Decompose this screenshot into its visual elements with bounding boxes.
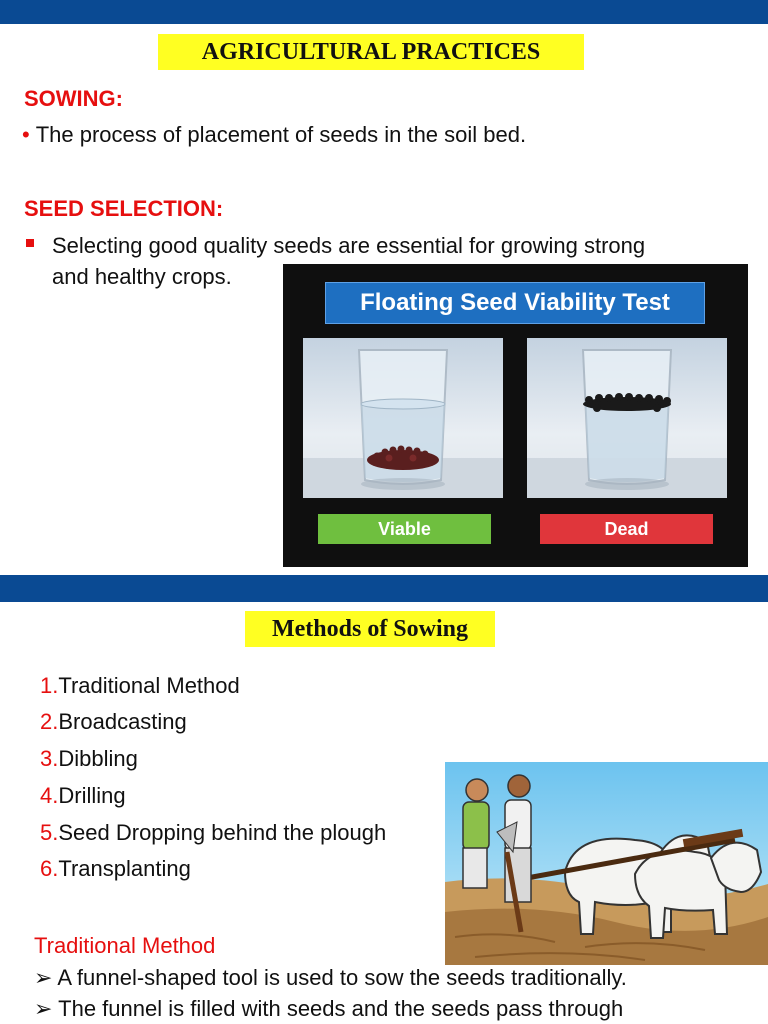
- list-item: [40, 671, 240, 701]
- list-label: Traditional Method: [58, 673, 240, 698]
- page-title: AGRICULTURAL PRACTICES: [158, 34, 584, 70]
- floating-seed-figure: [283, 264, 748, 567]
- sowing-text: The process of placement of seeds in the soil bed.: [35, 122, 527, 147]
- bullet-text: The funnel is filled with seeds and the seeds pass through: [58, 996, 624, 1021]
- bullet-line: [34, 994, 623, 1024]
- methods-title: Methods of Sowing: [245, 611, 495, 647]
- list-item: [40, 707, 187, 737]
- arrow-bullet-icon: ➢: [34, 965, 58, 990]
- traditional-method-heading: Traditional Method: [34, 933, 216, 958]
- square-bullet-icon: [26, 239, 34, 247]
- viable-seed-glass-image: [303, 338, 503, 498]
- bullet-dot-icon: •: [22, 122, 30, 147]
- list-number: 3.: [40, 746, 59, 771]
- list-item: [40, 781, 126, 811]
- top-header-bar: [0, 0, 768, 24]
- bullet-line: [34, 963, 627, 993]
- seed-selection-line-2: and healthy crops.: [52, 264, 232, 289]
- viable-label: Viable: [318, 514, 491, 544]
- list-number: 6.: [40, 856, 59, 881]
- bullet-text: A funnel-shaped tool is used to sow the seeds traditionally.: [57, 965, 627, 990]
- slide-divider-bar: [0, 575, 768, 602]
- list-item: [40, 818, 386, 848]
- list-number: 5.: [40, 820, 59, 845]
- list-label: Transplanting: [58, 856, 191, 881]
- list-label: Seed Dropping behind the plough: [58, 820, 387, 845]
- list-number: 1.: [40, 673, 59, 698]
- dead-label: Dead: [540, 514, 713, 544]
- arrow-bullet-icon: ➢: [34, 996, 59, 1021]
- figure-title: Floating Seed Viability Test: [325, 282, 705, 324]
- sowing-heading: SOWING:: [24, 86, 123, 111]
- seed-selection-line-1: Selecting good quality seeds are essential for growing strong: [52, 233, 646, 258]
- ox-plough-illustration: [445, 762, 768, 965]
- list-label: Broadcasting: [58, 709, 187, 734]
- list-item: [40, 744, 138, 774]
- list-number: 4.: [40, 783, 59, 808]
- list-item: [40, 854, 191, 884]
- dead-seed-glass-image: [527, 338, 727, 498]
- seed-selection-heading: SEED SELECTION:: [24, 196, 224, 221]
- list-label: Drilling: [58, 783, 126, 808]
- list-number: 2.: [40, 709, 59, 734]
- sowing-definition: [22, 120, 526, 150]
- list-label: Dibbling: [58, 746, 138, 771]
